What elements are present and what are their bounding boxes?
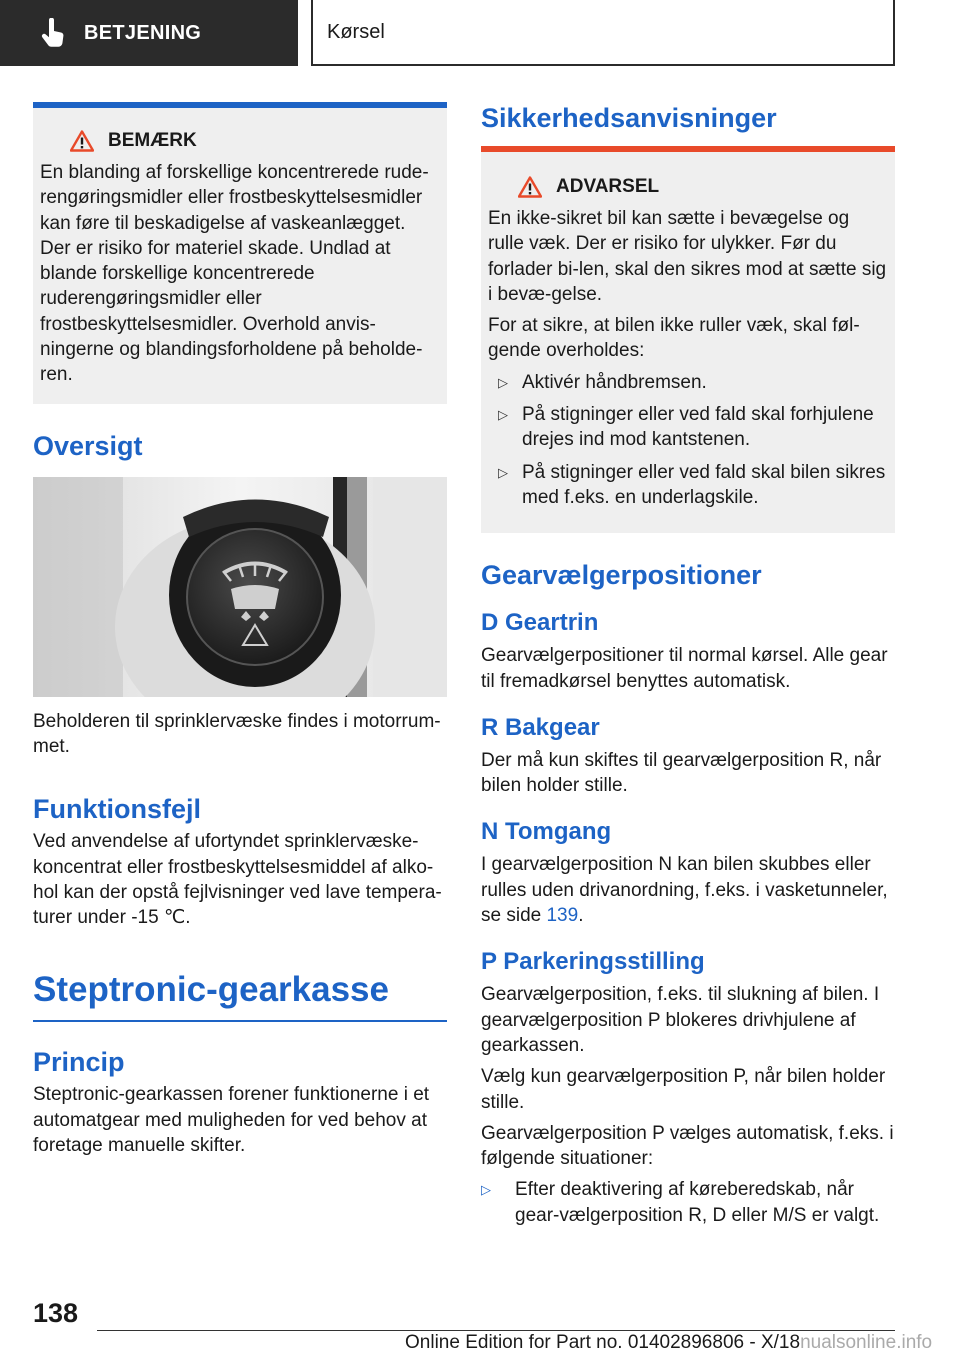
bullet-triangle-icon: ▷ xyxy=(481,1182,491,1198)
notice-box xyxy=(33,102,447,404)
footer-edition: Online Edition for Part no. 01402896806 - X/18nualsonline.info xyxy=(405,1332,933,1353)
principle-heading: Princip xyxy=(33,1047,125,1078)
page-number: 138 xyxy=(33,1298,79,1328)
p-text-2: Vælg kun gearvælgerposition P, når bilen holder stille. xyxy=(481,1066,886,1113)
chapter-title: Kørsel xyxy=(327,20,385,43)
notice-text: En blanding af forskellige koncentrerede rude-rengøringsmidler eller frostbeskyttelsesmidler kan føre til beskadigelse af vaskeanlægget. Der er risiko for materiel skade. Undlad at blande forskellige koncentrerede ruderengøringsmidler eller frostbeskyttelsesmidler. Overhold anvis-ningerne og blandingsforholdene på beholde-ren. xyxy=(40,162,429,386)
d-text: Gearvælgerpositioner til normal kørsel. Alle gear til fremadkørsel benyttes automatisk. xyxy=(481,645,888,692)
left-column xyxy=(33,102,447,1158)
bullet-triangle-icon: ▷ xyxy=(498,374,508,390)
n-text: I gearvælgerposition N kan bilen skubbes eller rulles uden drivanordning, f.eks. i vasketunneler, se side 139. xyxy=(481,854,888,927)
chapter-rule xyxy=(33,1020,447,1022)
warning-title xyxy=(518,176,887,198)
list-item: ▷ Efter deaktivering af køreberedskab, når gear-vælgerposition R, D eller M/S er valgt. xyxy=(481,1179,880,1226)
positions-heading: Gearvælgerpositioner xyxy=(481,560,762,591)
bullet-triangle-icon: ▷ xyxy=(498,407,508,423)
warning-triangle-icon xyxy=(70,130,94,152)
warning-text-1: En ikke-sikret bil kan sætte i bevægelse og rulle væk. Der er risiko for ulykker. Før du forlader bi-len, skal den sikres mod at sætte sig i bevæ-gelse. xyxy=(488,208,887,305)
washer-reservoir-photo xyxy=(33,477,447,697)
fault-text: Ved anvendelse af ufortyndet sprinklervæske-koncentrat eller frostbeskyttelsesmiddel af alko-hol kan der opstå fejlvisninger ved lave tempera-turer under -15 ℃. xyxy=(33,831,442,929)
list-item: ▷ På stigninger eller ved fald skal bilen sikres med f.eks. en underlagskile. xyxy=(498,461,886,508)
photo-caption: Beholderen til sprinklervæske findes i motorrum-met. xyxy=(33,710,441,757)
warning-text-2: For at sikre, at bilen ikke ruller væk, skal føl-gende overholdes: xyxy=(488,315,860,362)
notice-title xyxy=(70,130,439,152)
warning-list xyxy=(488,370,887,510)
p-text-3: Gearvælgerposition P vælges automatisk, f.eks. i følgende situationer: xyxy=(481,1122,894,1170)
list-item: ▷ Aktivér håndbremsen. xyxy=(488,370,887,395)
fault-heading: Funktionsfejl xyxy=(33,794,201,825)
footer-rule xyxy=(97,1330,895,1331)
right-column xyxy=(481,102,895,1235)
r-text: Der må kun skiftes til gearvælgerposition R, når bilen holder stille. xyxy=(481,749,882,797)
list-item: ▷ På stigninger eller ved fald skal forhjulene drejes ind mod kantstenen. xyxy=(498,404,874,451)
page-header xyxy=(0,0,960,66)
r-heading: R Bakgear xyxy=(481,713,600,741)
warning-box xyxy=(481,152,895,533)
footer-watermark: nualsonline.info xyxy=(800,1332,933,1353)
d-heading: D Geartrin xyxy=(481,609,599,637)
safety-heading: Sikkerhedsanvisninger xyxy=(481,103,777,133)
bullet-triangle-icon: ▷ xyxy=(498,464,508,480)
principle-text: Steptronic-gearkassen forener funktionerne i et automatgear med muligheden for ved behov at foretage manuelle skifter. xyxy=(33,1084,430,1157)
page-link-139[interactable]: 139 xyxy=(546,905,579,927)
overview-heading: Oversigt xyxy=(33,430,143,461)
p-text-1: Gearvælgerposition, f.eks. til slukning af bilen. I gearvælgerposition P blokeres drivhjulene af gearkassen. xyxy=(481,984,880,1056)
section-tab[interactable] xyxy=(0,0,298,66)
chapter-heading: Steptronic-gearkasse xyxy=(33,970,389,1010)
warning-triangle-icon xyxy=(518,176,542,198)
washer-fluid-cap-image xyxy=(33,477,447,697)
n-heading: N Tomgang xyxy=(481,818,612,846)
p-heading: P Parkeringsstilling xyxy=(481,948,705,976)
hand-pointer-icon xyxy=(40,18,66,48)
chapter-box xyxy=(311,0,895,66)
section-title: BETJENING xyxy=(84,21,202,44)
warning-label: ADVARSEL xyxy=(556,176,660,197)
p-list xyxy=(481,1177,895,1228)
notice-label: BEMÆRK xyxy=(108,130,197,151)
